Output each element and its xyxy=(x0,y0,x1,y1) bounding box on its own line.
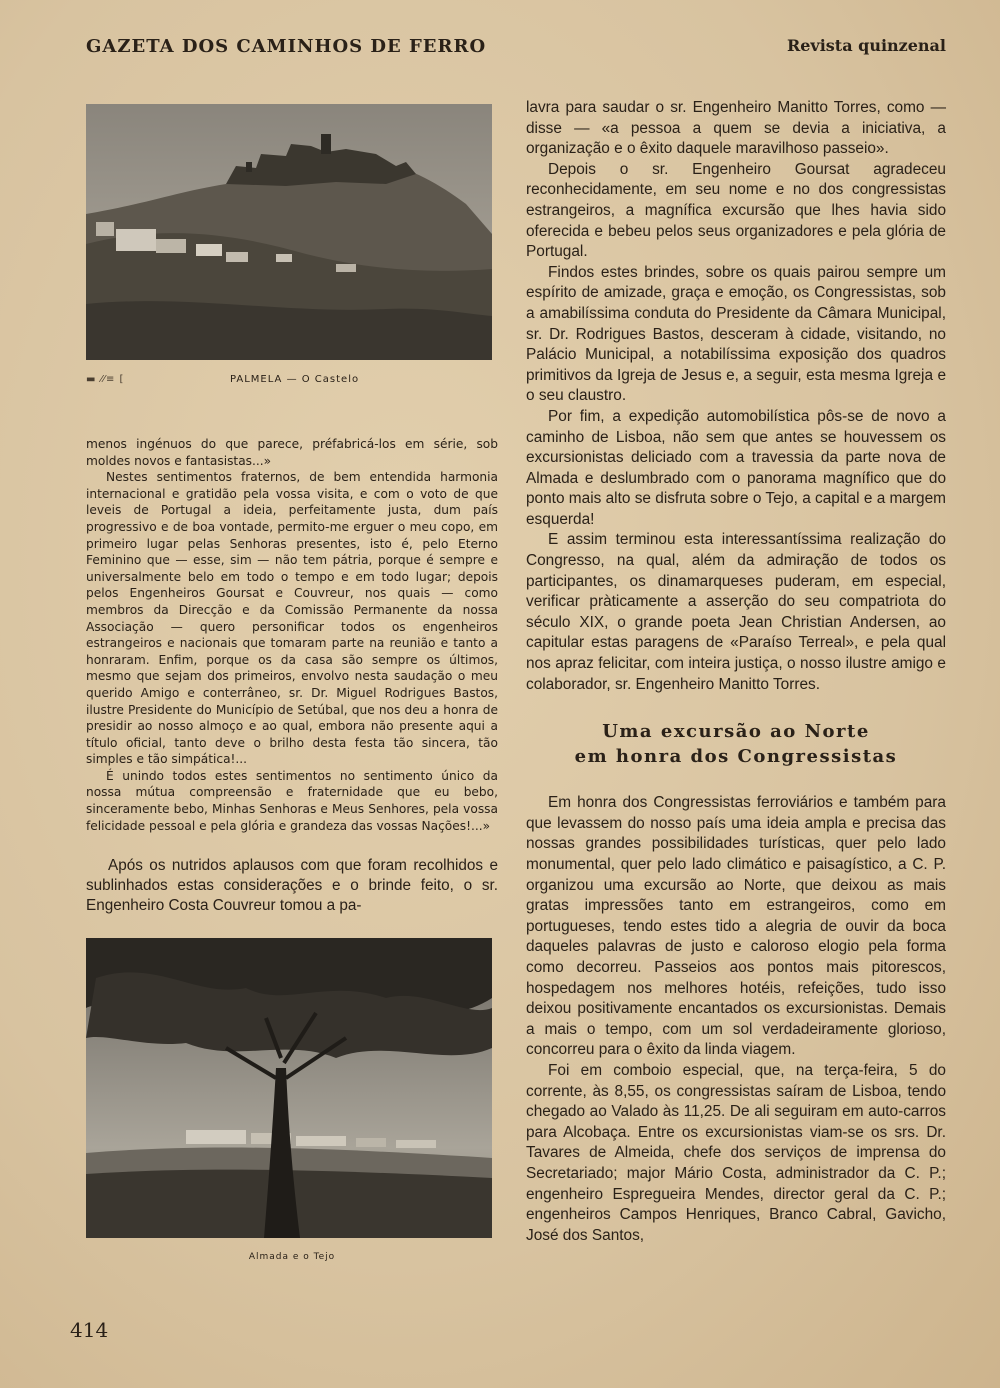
photo-palmela-castle xyxy=(86,104,492,360)
paragraph: menos ingénuos do que parece, préfabricá-los em série, sob moldes novos e fantasistas...» xyxy=(86,437,498,468)
paragraph: Nestes sentimentos fraternos, de bem entendida harmonia internacional e gratidão pela vossa visita, e com o voto de que leveis de Portugal a ideia, perfeitamente justa, dum país progressivo e de boa vontade, permito-me erguer o meu copo, em primeiro lugar pelas Senhoras presentes, isto é, pelo Eterno Feminino que — esse, sim — não tem pátria, porque é sempre e universalmente belo em todo o tempo e em todo lugar; depois pelos Engenheiros Goursat e Couvreur, nos quais — como membros da Direcção e da Comissão Permanente da nossa Associação — quero personificar todos os engenheiros estrangeiros e nacionais que tomaram parte na reunião e tanto a honraram. Enfim, porque os da casa são sempre os últimos, mesmo que sejam dos primeiros, envolvo nesta saudação o meu querido Amigo e conterrâneo, sr. Dr. Miguel Rodrigues Bastos, ilustre Presidente do Município de Setúbal, que nos deu a honra de presidir ao nosso almoço e ao qual, embora não presente aqui a título oficial, tanto deve o brilho desta festa tão sincera, tão simples e tão simpática!... xyxy=(86,470,498,767)
section-heading-line: Uma excursão ao Norte xyxy=(602,721,870,743)
paragraph: Depois o sr. Engenheiro Goursat agradeceu reconhecidamente, em seu nome e no dos congressistas estrangeiros, a magnífica excursão que lhes havia sido oferecida e bebeu pelos seus organizadores e pela glória de Portugal. xyxy=(526,160,946,261)
paragraph: Foi em comboio especial, que, na terça-feira, 5 do corrente, às 8,55, os congressistas saíram de Lisboa, tendo chegado ao Valado às 11,25. De ali seguiram em auto-carros para Alcobaça. Entre os excursionistas viam-se os srs. Dr. Tavares de Almeida, chefe dos serviços de imprensa do Secretariado; major Mário Costa, administrador da C. P.; engenheiro Espregueira Mendes, director geral da C. P.; engenheiros Campos Henriques, Branco Cabral, Gavicho, José dos Santos, xyxy=(526,1061,946,1244)
article-continuation xyxy=(526,98,946,695)
page-number: 414 xyxy=(70,1318,109,1342)
paragraph: Em honra dos Congressistas ferroviários e também para que levassem do nosso país uma ideia ampla e precisa das nossas grandes possibilidades turísticas, quer pelo lado monumental, quer pelo lado climático e paisagístico, a C. P. organizou uma excursão ao Norte, que deixou as mais gratas impressões tanto em estrangeiros, como em portugueses, tendo estes tido a alegria de ouvir da boca daqueles palavras de justo e caloroso elogio pela forma como decorreu. Passeios aos pontos mais pitorescos, hospedagem nos melhores hotéis, refeições, tudo isso deixou positivamente encantados os excursionistas. Demais a mais o tempo, com um sol verdadeiramente glorioso, concorreu para o êxito da linda viagem. xyxy=(526,794,946,1059)
journal-subtitle: Revista quinzenal xyxy=(786,36,946,55)
photo1-caption: PALMELA — O Castelo xyxy=(230,374,360,385)
paragraph: É unindo todos estes sentimentos no sentimento único da nossa mútua compreensão e fraternidade que eu bebo, sinceramente bebo, Minhas Senhoras e Meus Senhores, pela vossa felicidade pessoal e pela glória e grandeza das vossas Nações!...» xyxy=(86,768,498,833)
paragraph: Findos estes brindes, sobre os quais pairou sempre um espírito de amizade, graça e emoção, os Congressistas, sob a amabilíssima conduta do Presidente da Câmara Municipal, sr. Dr. Rodrigues Bastos, desceram à cidade, visitando, no Palácio Municipal, a notabilíssima exposição dos quadros primitivos da Igreja de Jesus e, a seguir, esta mesma Igreja e o seu claustro. xyxy=(526,263,946,405)
photo1-caption-row xyxy=(86,374,498,390)
narrative-text xyxy=(86,856,498,916)
left-column xyxy=(86,104,498,1262)
photo2-caption: Almada e o Tejo xyxy=(248,1252,336,1263)
right-column xyxy=(526,98,946,1246)
caption-printing-marks: ▬ ⁄⁄≡ [ xyxy=(86,374,125,385)
speech-text xyxy=(86,436,498,834)
journal-title: GAZETA DOS CAMINHOS DE FERRO xyxy=(86,36,487,57)
section-heading xyxy=(526,719,946,769)
section-heading-line: em honra dos Congressistas xyxy=(574,746,898,768)
photo-almada-tejo xyxy=(86,938,492,1238)
paragraph: Por fim, a expedição automobilística pôs-se de novo a caminho de Lisboa, não sem que antes se houvessem os excursionistas deliciado com a travessia da parte nova de Almada e deslumbrado com o panorama magnífico que do ponto mais alto se disfruta sobre o Tejo, a capital e a margem esquerda! xyxy=(526,407,946,528)
paragraph: Após os nutridos aplausos com que foram recolhidos e sublinhados estas considerações e o brinde feito, o sr. Engenheiro Costa Couvreur tomou a pa- xyxy=(86,857,498,915)
paragraph: E assim terminou esta interessantíssima realização do Congresso, na qual, além da admiração de todos os participantes, os dinamarqueses puderam, em especial, verificar pràticamente a asserção do seu compatriota do século XIX, o grande poeta Jean Christian Andersen, ao capitular estas paragens de «Paraíso Terreal», e pela qual nos apraz felicitar, com inteira justiça, o nosso ilustre amigo e colaborador, sr. Engenheiro Manitto Torres. xyxy=(526,531,946,693)
paragraph: lavra para saudar o sr. Engenheiro Manitto Torres, como — disse — «a pessoa a quem se devia a iniciativa, a organização e o êxito daquele maravilhoso passeio». xyxy=(526,99,946,158)
section-body xyxy=(526,793,946,1246)
